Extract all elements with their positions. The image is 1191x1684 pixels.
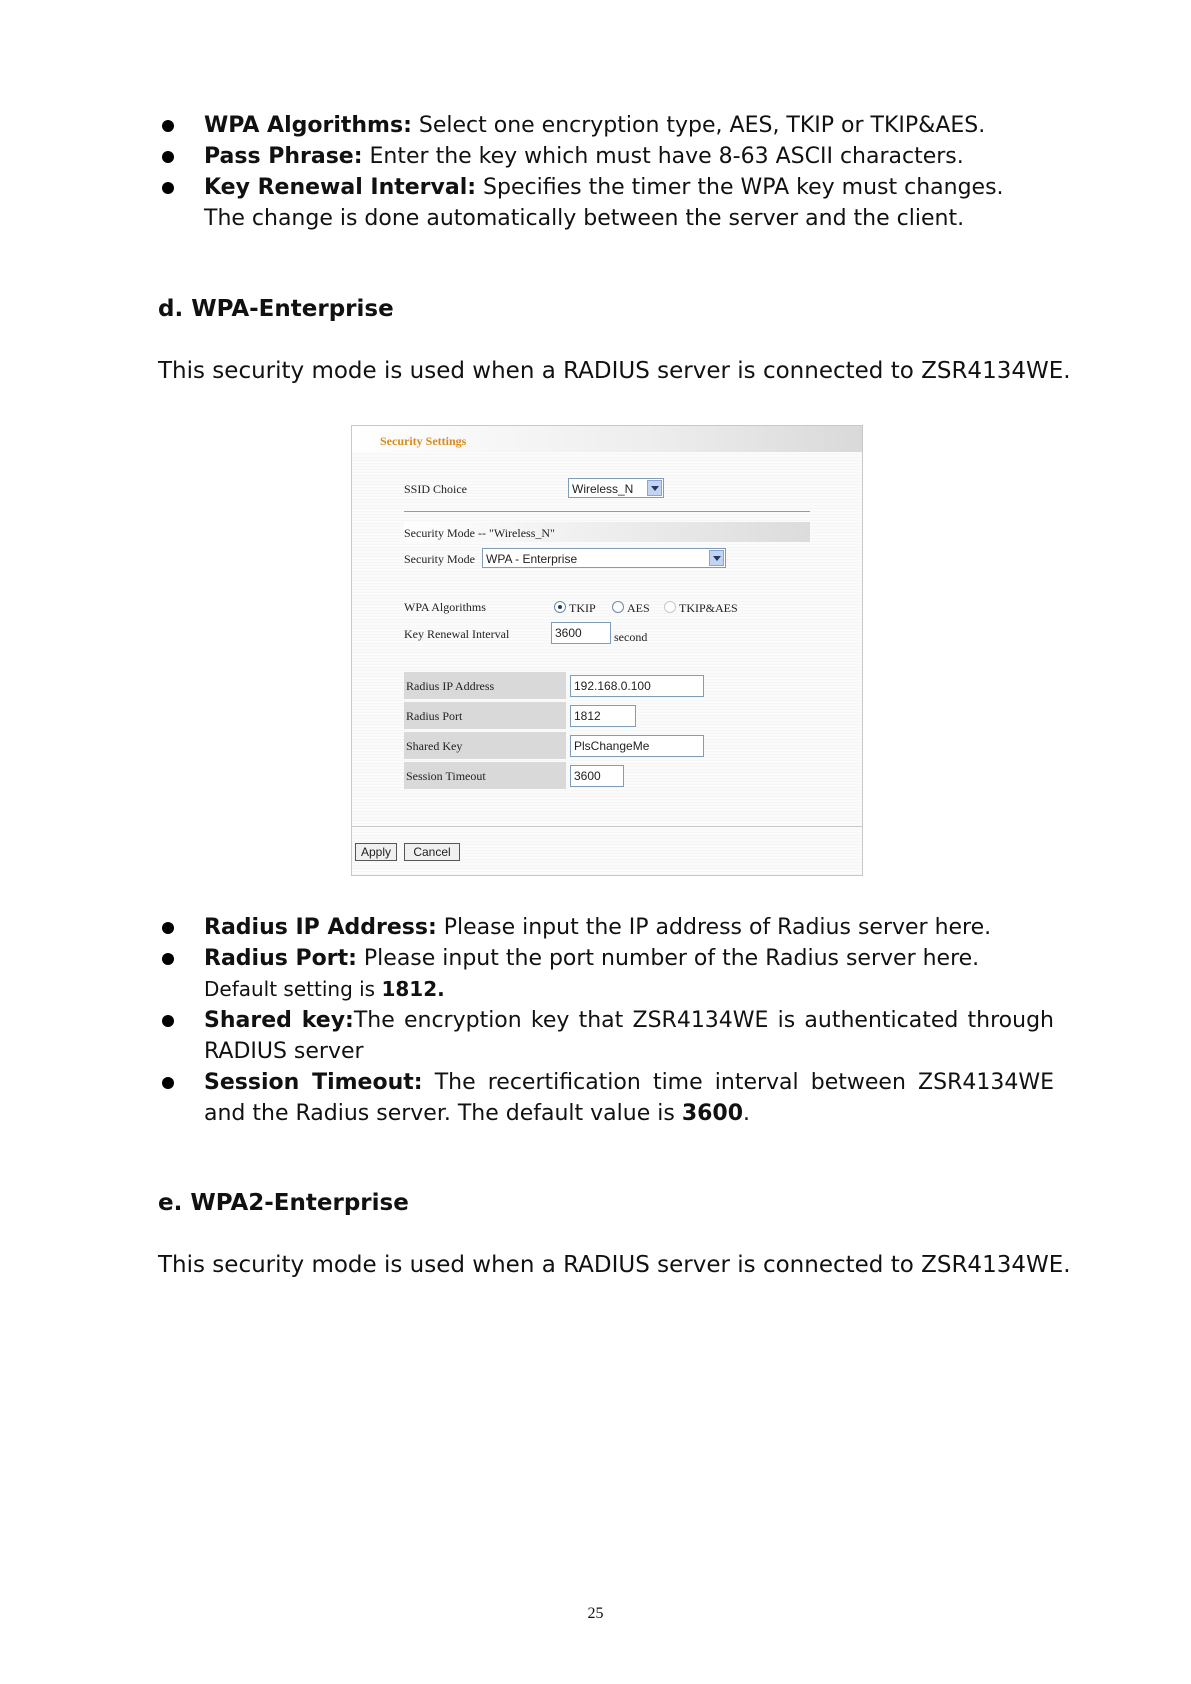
divider <box>404 511 810 512</box>
radio-aes-label: AES <box>627 601 650 615</box>
radio-tkip-aes-label: TKIP&AES <box>679 601 738 615</box>
bullet-wpa-algorithms: WPA Algorithms: Select one encryption type, AES, TKIP or TKIP&AES. <box>158 110 1054 141</box>
session-timeout-input[interactable]: 3600 <box>570 765 624 787</box>
section-e-paragraph: This security mode is used when a RADIUS server is connected to ZSR4134WE. <box>158 1252 1071 1278</box>
section-e-heading: e. WPA2-Enterprise <box>158 1190 409 1216</box>
bullet-session-timeout: Session Timeout: The recertification time interval between ZSR4134WE and the Radius server. The default value is 3600. <box>158 1067 1054 1129</box>
key-renewal-input[interactable]: 3600 <box>551 622 611 644</box>
bullet-key-renewal: Key Renewal Interval: Specifies the timer the WPA key must changes. The change is done automatically between the server and the client. <box>158 172 1054 234</box>
bullet-pass-phrase: Pass Phrase: Enter the key which must have 8-63 ASCII characters. <box>158 141 1054 172</box>
bullet-dot <box>162 953 174 965</box>
bullet-shared-key: Shared key:The encryption key that ZSR4134WE is authenticated through RADIUS server <box>158 1005 1054 1067</box>
footer-divider <box>352 826 862 827</box>
bullet-radius-ip: Radius IP Address: Please input the IP address of Radius server here. <box>158 912 1054 943</box>
settings-title: Security Settings <box>380 434 467 448</box>
bullet-dot <box>162 922 174 934</box>
radius-ip-cell <box>404 672 566 699</box>
wpa-algorithms-label: WPA Algorithms <box>404 600 486 614</box>
section-d-heading: d. WPA-Enterprise <box>158 296 394 322</box>
security-mode-header: Security Mode -- "Wireless_N" <box>404 526 555 540</box>
ssid-choice-label: SSID Choice <box>404 482 467 496</box>
ssid-select-value: Wireless_N <box>572 482 634 496</box>
security-mode-select[interactable] <box>482 548 726 568</box>
radio-tkip-aes[interactable] <box>664 601 676 613</box>
radius-options-list <box>158 912 1054 1129</box>
bullet-dot <box>162 120 174 132</box>
bullet-radius-port: Radius Port: Please input the port number of the Radius server here. Default setting is 1812. <box>158 943 1054 1005</box>
bullet-dot <box>162 151 174 163</box>
chevron-down-icon[interactable] <box>709 550 724 566</box>
shared-key-label: Shared Key <box>406 739 463 753</box>
radius-port-input[interactable]: 1812 <box>570 705 636 727</box>
radius-ip-label: Radius IP Address <box>406 679 495 693</box>
security-settings-screenshot <box>351 425 863 876</box>
session-timeout-label: Session Timeout <box>406 769 486 783</box>
wpa-options-list <box>158 110 1054 234</box>
security-mode-label: Security Mode <box>404 552 475 566</box>
ssid-select[interactable] <box>568 478 664 498</box>
cancel-button[interactable]: Cancel <box>404 843 460 861</box>
radius-port-label: Radius Port <box>406 709 463 723</box>
radio-aes[interactable] <box>612 601 624 613</box>
shared-key-cell <box>404 732 566 759</box>
session-timeout-cell <box>404 762 566 789</box>
key-renewal-label: Key Renewal Interval <box>404 627 510 641</box>
page-number: 25 <box>587 1605 604 1622</box>
section-d-paragraph: This security mode is used when a RADIUS server is connected to ZSR4134WE. <box>158 358 1071 384</box>
bullet-dot <box>162 1077 174 1089</box>
shared-key-input[interactable]: PlsChangeMe <box>570 735 704 757</box>
radio-tkip[interactable] <box>554 601 566 613</box>
bullet-dot <box>162 182 174 194</box>
radius-port-cell <box>404 702 566 729</box>
security-mode-value: WPA - Enterprise <box>486 552 578 566</box>
bullet-dot <box>162 1015 174 1027</box>
radio-tkip-label: TKIP <box>569 601 596 615</box>
apply-button[interactable]: Apply <box>355 843 397 861</box>
key-renewal-unit: second <box>614 630 648 644</box>
radius-ip-input[interactable]: 192.168.0.100 <box>570 675 704 697</box>
chevron-down-icon[interactable] <box>647 480 662 496</box>
